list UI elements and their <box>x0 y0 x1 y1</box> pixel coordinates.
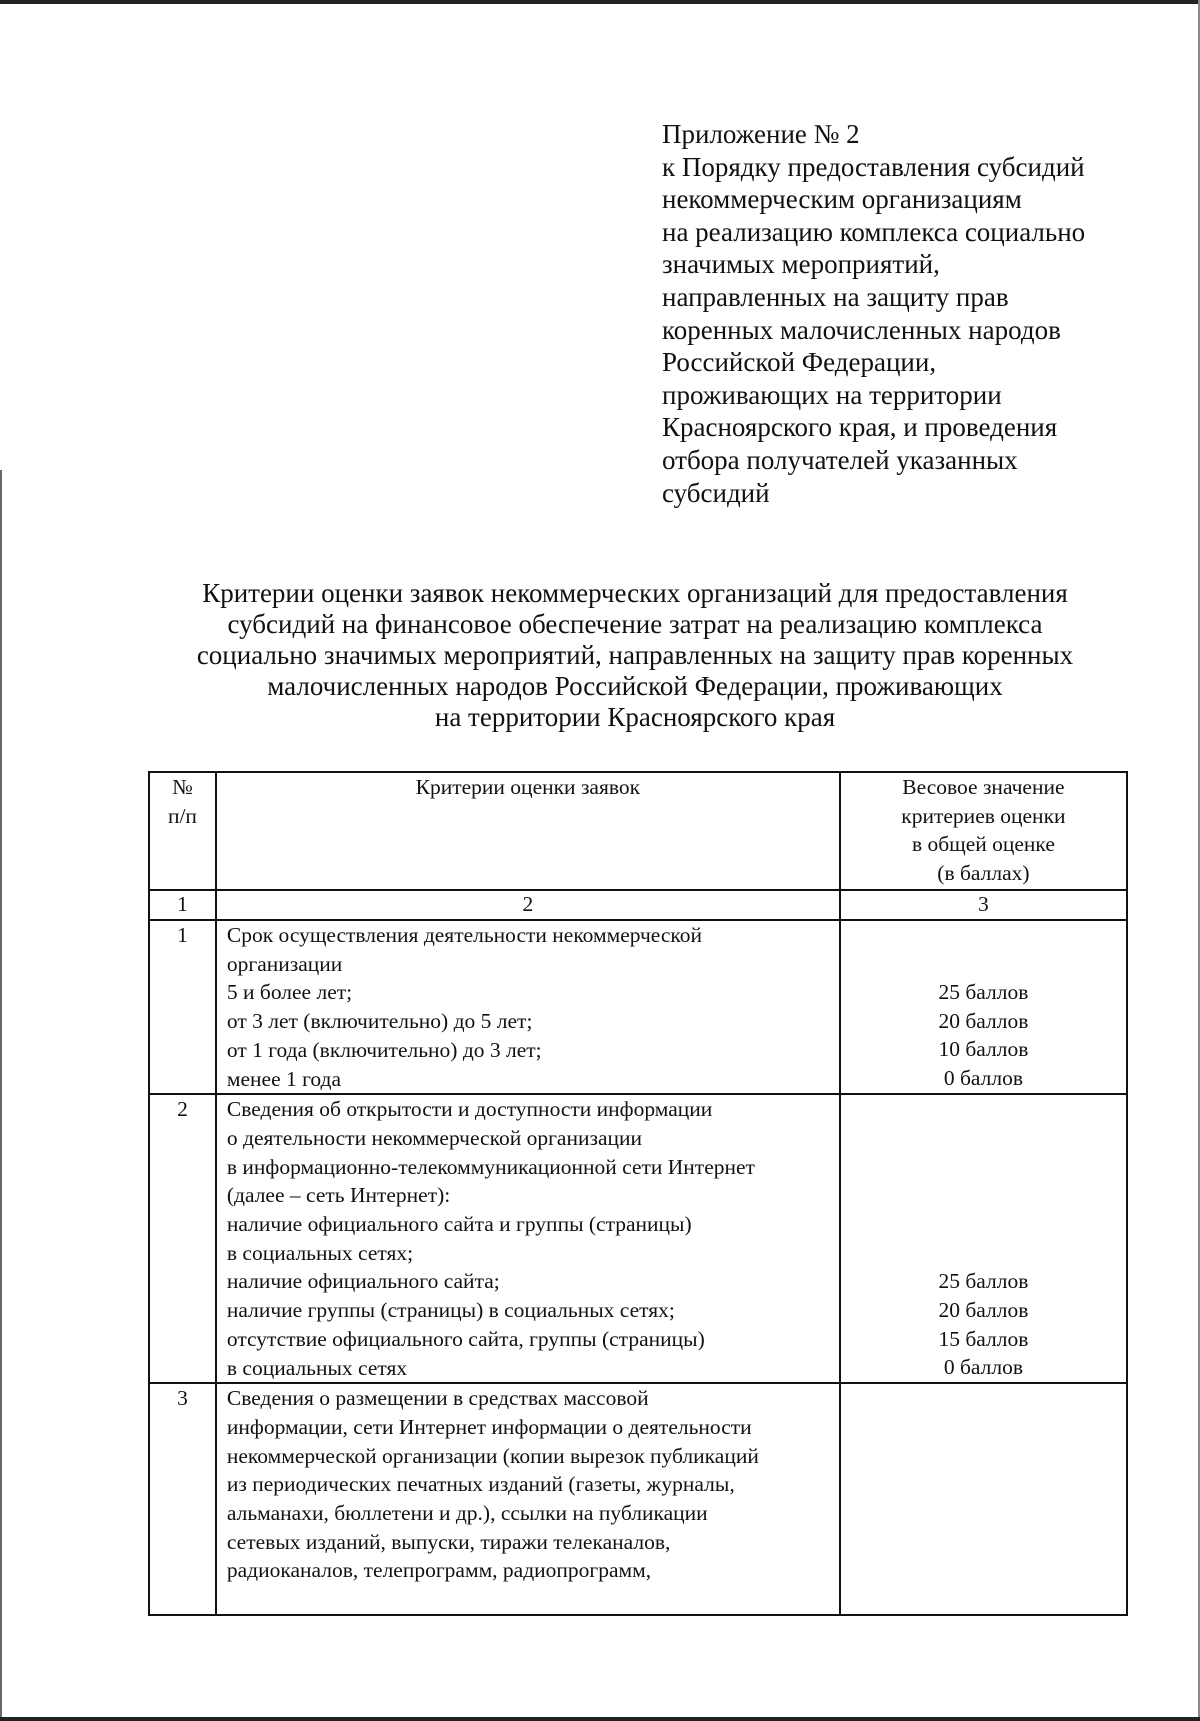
criteria-line: наличие группы (страницы) в социальных сетях; <box>226 1298 675 1323</box>
criteria-table <box>148 771 1128 1616</box>
weight-value: 25 баллов <box>938 1269 1029 1294</box>
header-criteria: Критерии оценки заявок <box>216 772 840 890</box>
scan-border-bottom <box>0 1717 1200 1721</box>
header-weight-line: критериев оценки <box>901 803 1066 828</box>
weight-value: 20 баллов <box>938 1297 1029 1322</box>
column-index-row <box>149 890 1127 920</box>
header-weight-line: (в баллах) <box>937 861 1030 886</box>
criteria-line: из периодических печатных изданий (газеты, журналы, <box>226 1472 735 1497</box>
column-index: 1 <box>149 890 216 920</box>
weight-value: 0 баллов <box>943 1066 1023 1091</box>
criteria-line: организации <box>226 951 343 976</box>
criteria-line: (далее – сеть Интернет): <box>226 1183 451 1208</box>
header-num-line: п/п <box>167 803 197 828</box>
criteria-line: наличие официального сайта; <box>226 1269 500 1294</box>
row-number: 2 <box>149 1094 216 1383</box>
criteria-line: наличие официального сайта и группы (страницы) <box>226 1212 692 1237</box>
annex-line: значимых мероприятий, <box>662 249 940 280</box>
annex-line: на реализацию комплекса социально <box>662 216 1086 247</box>
row-criteria <box>216 1094 840 1383</box>
header-weight-line: Весовое значение <box>902 775 1065 799</box>
criteria-line: некоммерческой организации (копии вырезок публикаций <box>226 1443 759 1468</box>
scan-border-left <box>0 470 2 1721</box>
table-header-row <box>149 772 1127 890</box>
criteria-line: отсутствие официального сайта, группы (страницы) <box>226 1326 705 1351</box>
header-weight-line: в общей оценке <box>911 832 1055 857</box>
annex-line: Российской Федерации, <box>662 347 937 378</box>
annex-line: отбора получателей указанных <box>662 444 1018 475</box>
criteria-line: Сведения о размещении в средствах массовой <box>226 1386 649 1411</box>
title-line: Критерии оценки заявок некоммерческих организаций для предоставления <box>202 578 1068 608</box>
table-row <box>149 920 1127 1094</box>
weight-value: 25 баллов <box>938 980 1029 1004</box>
row-weights <box>840 920 1127 1094</box>
criteria-line: альманахи, бюллетени и др.), ссылки на публикации <box>226 1501 708 1526</box>
annex-line: коренных малочисленных народов <box>662 314 1061 345</box>
annex-line: направленных на защиту прав <box>662 281 1009 312</box>
criteria-line: от 1 года (включительно) до 3 лет; <box>226 1037 542 1062</box>
criteria-line: о деятельности некоммерческой организации <box>226 1125 643 1150</box>
criteria-line: 5 и более лет; <box>226 980 353 1005</box>
annex-line: субсидий <box>662 477 770 508</box>
document-title <box>140 578 1130 733</box>
criteria-line: менее 1 года <box>226 1066 342 1091</box>
column-index: 3 <box>840 890 1127 920</box>
weights-block <box>841 921 1126 1093</box>
weight-value: 10 баллов <box>938 1037 1029 1062</box>
criteria-line: сетевых изданий, выпуски, тиражи телеканалов, <box>226 1529 671 1554</box>
annex-line: Приложение № 2 <box>662 119 860 149</box>
annex-line: некоммерческим организациям <box>662 184 1022 215</box>
table-row <box>149 1383 1127 1615</box>
criteria-line: информации, сети Интернет информации о деятельности <box>226 1414 752 1439</box>
annex-line: к Порядку предоставления субсидий <box>662 151 1085 182</box>
title-line: малочисленных народов Российской Федерации, проживающих <box>267 671 1003 701</box>
title-line: на территории Красноярского края <box>434 702 836 732</box>
header-weight <box>840 772 1127 890</box>
row-criteria <box>216 1383 840 1615</box>
criteria-line: в информационно-телекоммуникационной сети Интернет <box>226 1154 755 1179</box>
row-number: 3 <box>149 1383 216 1615</box>
criteria-line: Сведения об открытости и доступности информации <box>226 1097 713 1122</box>
scan-border-top <box>0 0 1200 4</box>
header-num <box>149 772 216 890</box>
criteria-line: радиоканалов, телепрограмм, радиопрограмм, <box>226 1558 652 1583</box>
header-num-line: № <box>172 775 193 799</box>
table-row <box>149 1094 1127 1383</box>
weight-value: 20 баллов <box>938 1008 1029 1033</box>
weight-value: 0 баллов <box>943 1355 1023 1380</box>
title-line: субсидий на финансовое обеспечение затрат на реализацию комплекса <box>227 609 1043 639</box>
criteria-line: в социальных сетях; <box>226 1240 414 1265</box>
title-line: социально значимых мероприятий, направленных на защиту прав коренных <box>196 640 1074 670</box>
weight-value: 15 баллов <box>938 1326 1029 1351</box>
annex-header <box>662 118 1182 509</box>
criteria-line: от 3 лет (включительно) до 5 лет; <box>226 1009 533 1034</box>
annex-line: Красноярского края, и проведения <box>662 412 1058 443</box>
criteria-line: в социальных сетях <box>226 1355 408 1380</box>
annex-line: проживающих на территории <box>662 379 1002 410</box>
row-number: 1 <box>149 920 216 1094</box>
row-weights <box>840 1094 1127 1383</box>
weights-block <box>841 1095 1126 1382</box>
criteria-line: Срок осуществления деятельности некоммерческой <box>226 923 703 947</box>
row-criteria <box>216 920 840 1094</box>
column-index: 2 <box>216 890 840 920</box>
row-weights <box>840 1383 1127 1615</box>
